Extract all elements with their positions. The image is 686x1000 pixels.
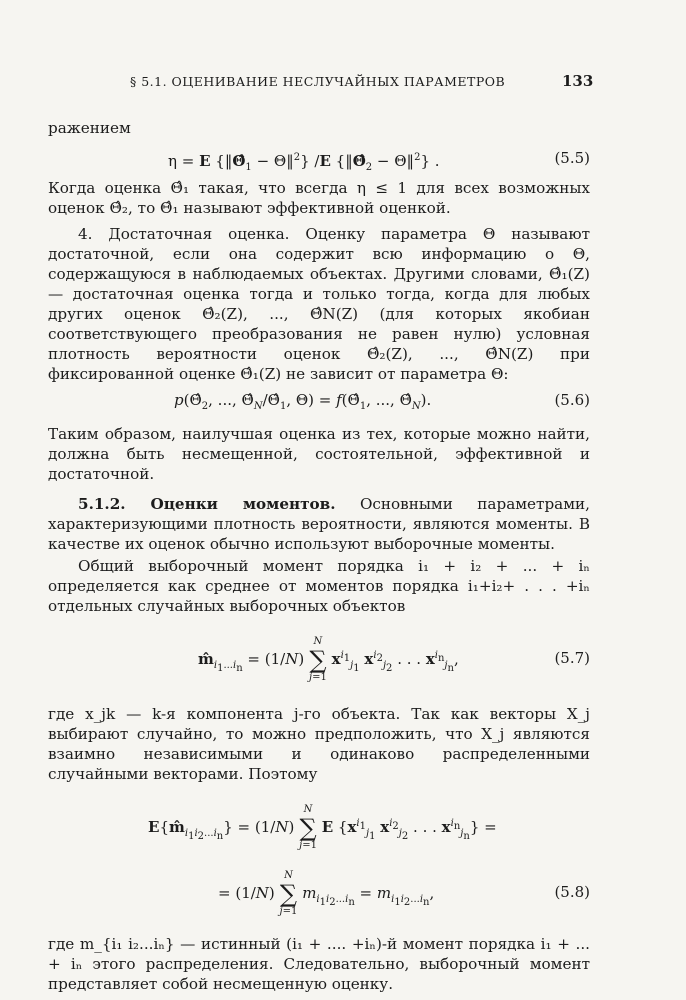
paragraph-sufficient: 4. Достаточная оценка. Оценку параметра Θ называют достаточной, если она содержит всю информацию о Θ, содержащуюся в наблюдаемых объектах. Другими словами, Θ̂₁(Z) — достаточная оценка тогда и только тогда, когда для любых других оценок Θ̂₂(Z), ..., Θ̂N(Z) (для которых якобиан соответствующего преобразования не равен нулю) условная плотность вероятности оценок Θ̂₂(Z), ..., Θ̂N(Z) при фиксированной оценке Θ̂₁(Z) не зависит от параметра Θ: xyxy=(48,225,590,383)
equation-5-5-formula: η = E {$‖\Thetâ_1$ − Θ‖$^2$} /E {$‖\Thetâ_2$ − Θ‖$^2$} . xyxy=(168,152,440,173)
paragraph-vectors: где x_jk — k-я компонента j-го объекта. Так как векторы X_j выбирают случайно, то можно предположить, что X_j являются взаимно независимыми и одинаково распределенными случайными векторами. Поэтому xyxy=(48,705,590,783)
equation-5-8-number: (5.8) xyxy=(554,883,590,901)
text-block-section xyxy=(48,494,590,994)
paragraph-efficient: Когда оценка Θ̂₁ такая, что всегда η ≤ 1 для всех возможных оценок Θ̂₂, то Θ̂₁ называют эффективной оценкой. xyxy=(48,179,590,217)
paragraph-moments-text: Основными параметрами, характеризующими плотность вероятности, являются моменты. В качестве их оценок обычно используют выборочные моменты. xyxy=(48,495,590,553)
equation-5-6 xyxy=(48,384,590,418)
paragraph-continuation: ражением xyxy=(48,119,131,137)
equation-5-8-line1: $E\{m̂_{i_1i_2...i_n}\} = (1/N)$ N ∑ j=1 E {$x^{i_1}_{j_1}$ $x^{i_2}_{j_2}$ . . . $x^{i_n}_{j_n}$} = xyxy=(148,804,497,851)
paragraph-general-moment: Общий выборочный момент порядка i₁ + i₂ + ... + iₙ определяется как среднее от моментов порядка i₁+i₂+ . . . +iₙ отдельных случайных выборочных объектов xyxy=(48,557,590,615)
equation-5-6-formula: $p(\Thetâ_2$, ..., $\Thetâ_N/\Thetâ_1$, $\Theta) = f(\Thetâ_1$, ..., $\Thetâ_N$). xyxy=(174,391,432,412)
page-number: 133 xyxy=(562,72,594,90)
equation-5-5-number: (5.5) xyxy=(554,149,590,167)
section-heading: 5.1.2. Оценки моментов. xyxy=(78,495,336,513)
paragraph-true-moment: где m_{i₁ i₂...iₙ} — истинный (i₁ + .... +iₙ)-й момент порядка i₁ + ... + iₙ этого распределения. Следовательно, выборочный момент представляет собой несмещенную оценку. xyxy=(48,935,590,993)
text-block-top xyxy=(48,118,590,484)
equation-5-6-number: (5.6) xyxy=(554,391,590,409)
equation-5-7-formula: $m̂_{i_1...i_n} = (1/N)$ N ∑ j=1 $x^{i_1}_{j_1}$ $x^{i_2}_{j_2}$ . . . $x^{i_n}_{j_n}$, xyxy=(198,636,459,683)
equation-5-7-number: (5.7) xyxy=(554,649,590,667)
equation-5-8-line2: = (1/N) N ∑ j=1 $m_{i_1i_2...i_n} = m_{i_1i_2...i_n}$, xyxy=(218,870,435,917)
running-header: § 5.1. ОЦЕНИВАНИЕ НЕСЛУЧАЙНЫХ ПАРАМЕТРОВ xyxy=(130,74,506,89)
summation-sign: N ∑ j=1 xyxy=(308,636,327,683)
paragraph-moments xyxy=(48,494,590,554)
paragraph-best-estimate: Таким образом, наилучшая оценка из тех, которые можно найти, должна быть несмещенной, состоятельной, эффективной и достаточной. xyxy=(48,425,590,483)
equation-5-7 xyxy=(48,622,590,696)
equation-5-5 xyxy=(48,142,590,172)
equation-5-8 xyxy=(48,790,590,930)
